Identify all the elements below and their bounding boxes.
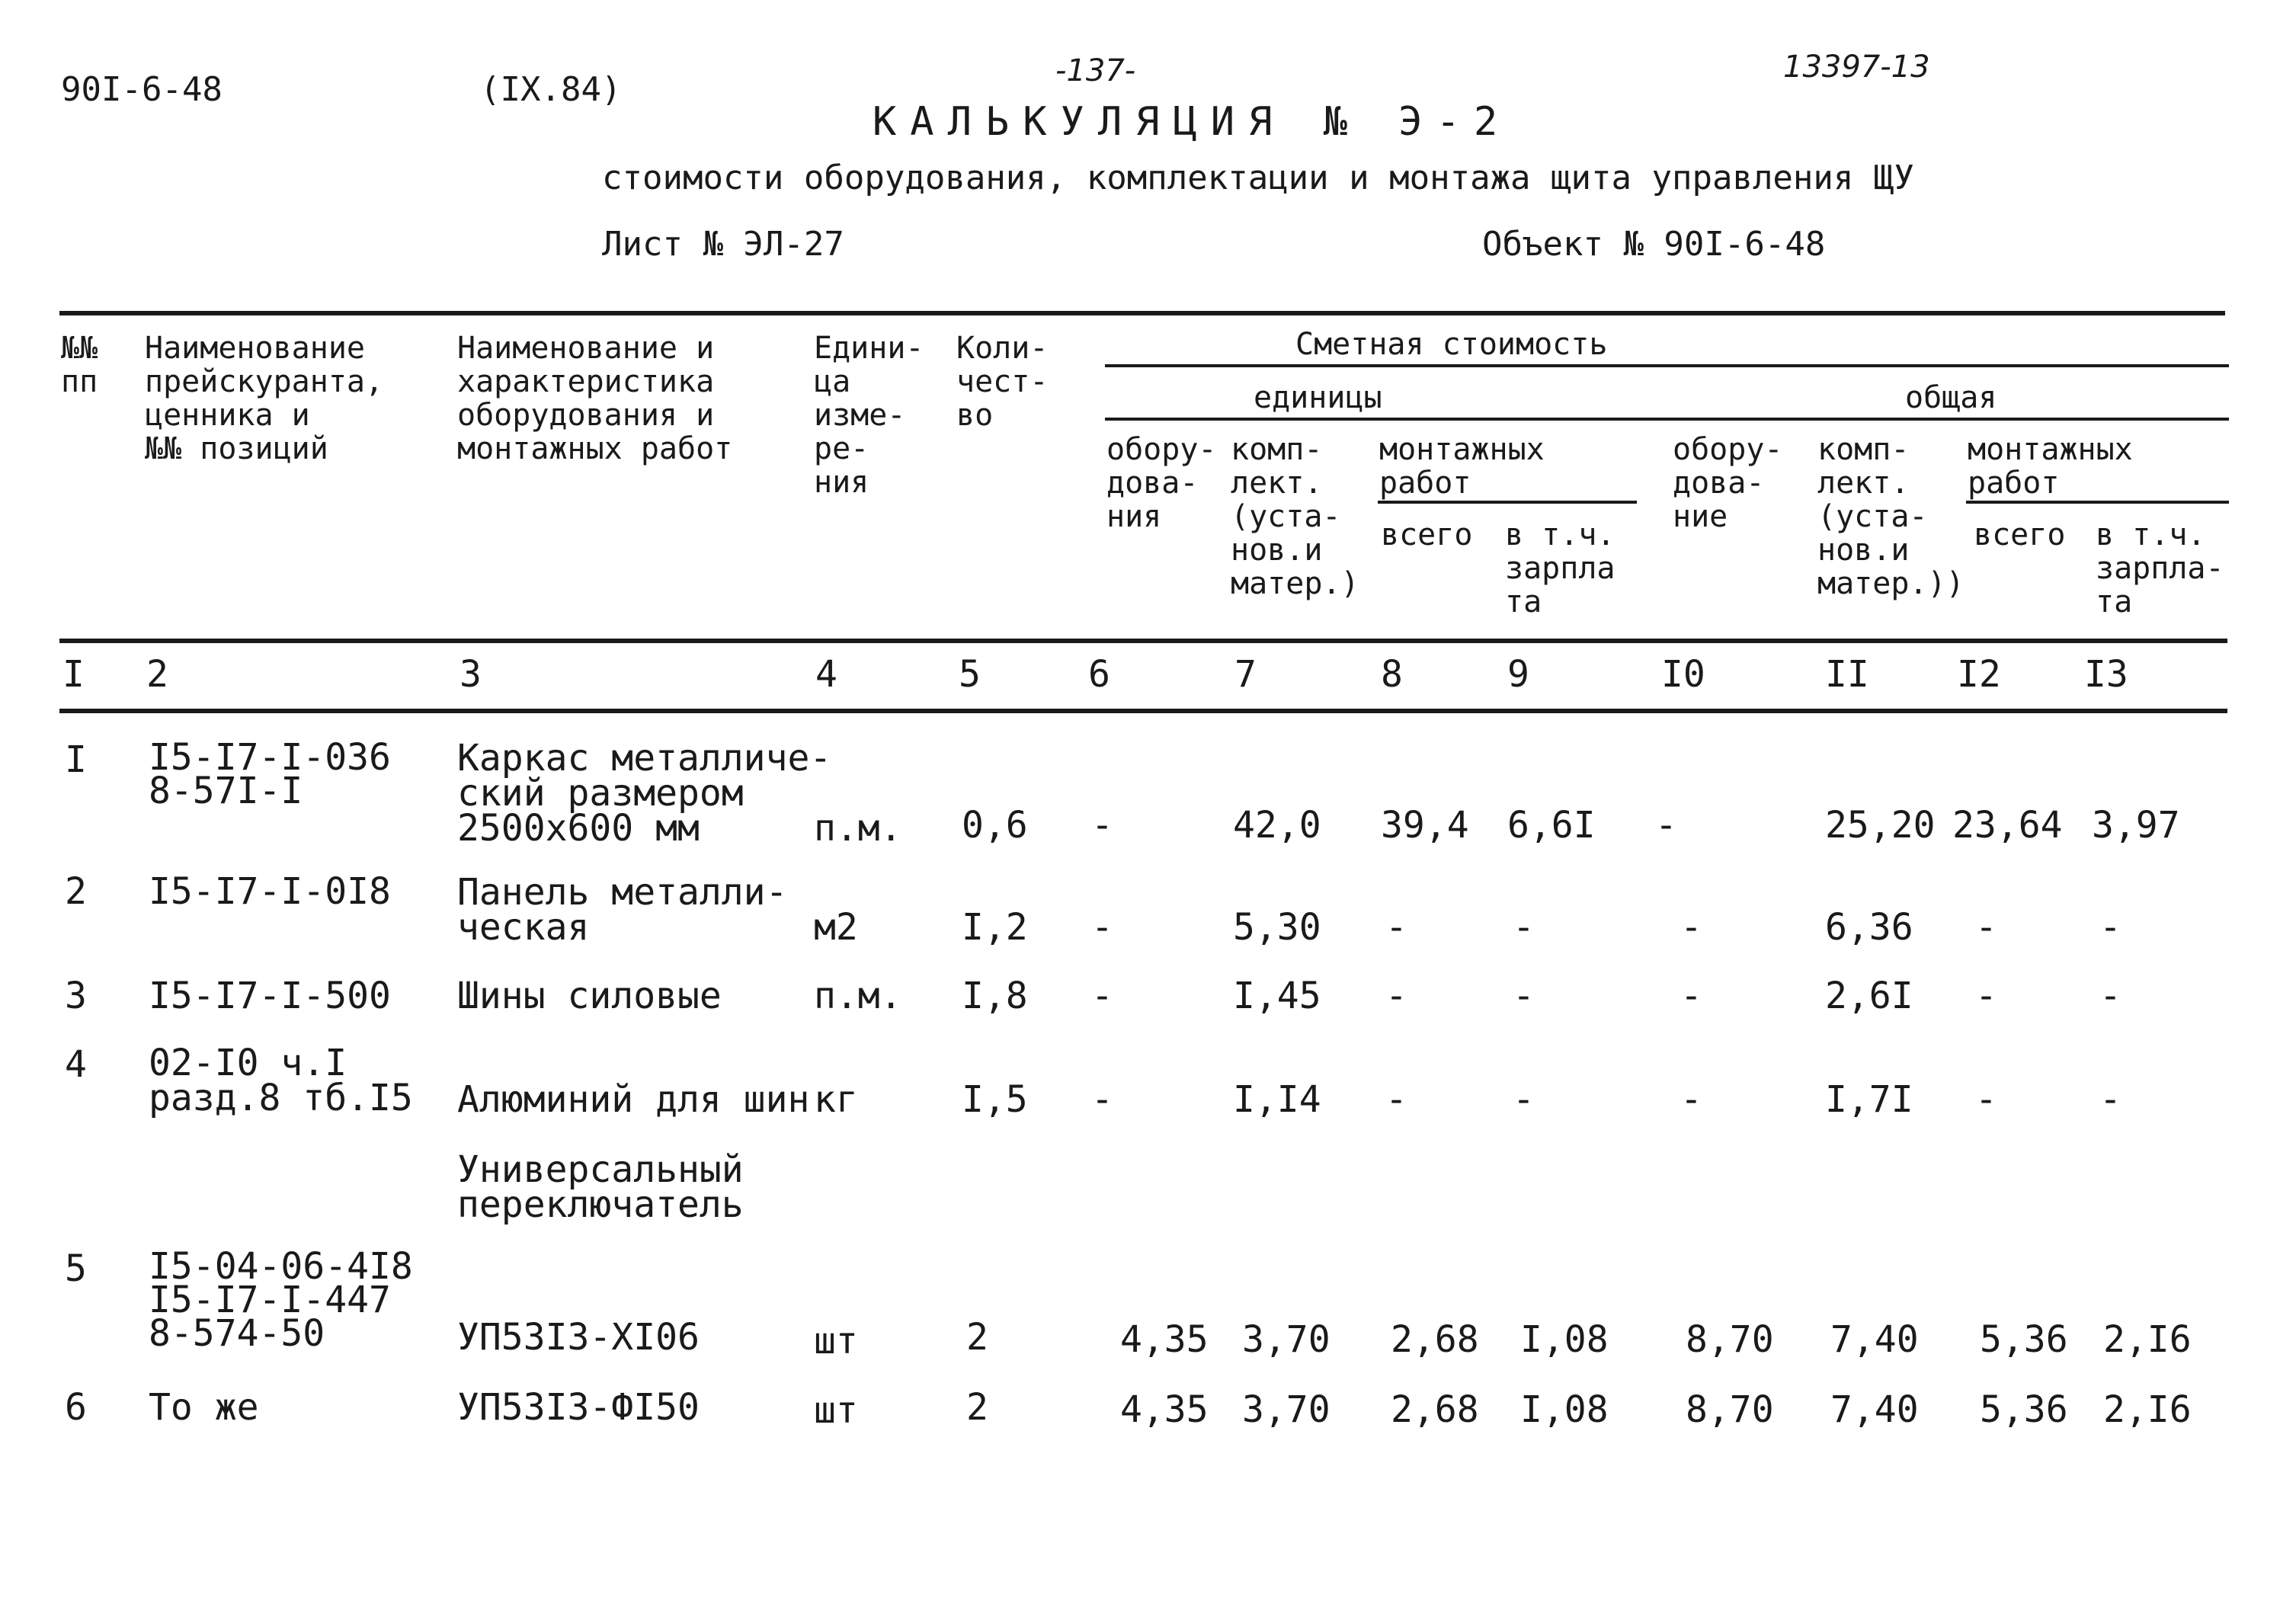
document-code: 90I-6-48 (61, 70, 223, 109)
unit-equipment-cost: - (1091, 906, 1113, 949)
header-bottom-rule (59, 639, 2227, 643)
header-unit-complete: комп- лект. (уста- нов.и матер.) (1231, 432, 1359, 601)
total-mount-wage: 3,97 (2092, 804, 2180, 847)
column-number: 5 (959, 653, 981, 696)
total-mount-total: - (1975, 906, 1997, 949)
unit-equipment-cost: 4,35 (1120, 1318, 1209, 1361)
total-complete-cost: 7,40 (1830, 1388, 1919, 1431)
header-unit-mount: монтажных работ (1379, 432, 1545, 501)
item-name: УП53I3-ХI06 (457, 1316, 700, 1359)
price-list-code: I5-I7-I-500 (149, 975, 391, 1017)
row-number: 6 (65, 1386, 87, 1429)
item-name: Каркас металличе- ский размером 2500х600 мм (457, 737, 832, 850)
unit-complete-cost: 3,70 (1242, 1388, 1331, 1431)
total-mount-rule (1966, 501, 2229, 504)
column-number: 7 (1234, 653, 1257, 696)
total-mount-total: 5,36 (1980, 1388, 2068, 1431)
unit-mount-total: 39,4 (1381, 804, 1469, 847)
total-equipment-cost: 8,70 (1686, 1388, 1774, 1431)
header-unit: Едини- ца изме- ре- ния (814, 331, 924, 500)
total-equipment-cost: - (1680, 975, 1702, 1017)
total-complete-cost: 7,40 (1830, 1318, 1919, 1361)
column-number: 9 (1507, 653, 1529, 696)
unit-complete-cost: 5,30 (1233, 906, 1321, 949)
total-mount-total: 5,36 (1980, 1318, 2068, 1361)
document-subtitle: стоимости оборудования, комплектации и монтажа щита управления ЩУ (602, 158, 1914, 197)
item-group-name: Универсальный переключатель (457, 1148, 744, 1226)
item-name: Шины силовые (457, 975, 722, 1017)
total-complete-cost: 2,6I (1825, 975, 1913, 1017)
column-number: 2 (146, 653, 168, 696)
unit-mount-wage: I,08 (1520, 1318, 1609, 1361)
column-number: I3 (2084, 653, 2128, 696)
header-total-equipment: обору- дова- ние (1673, 432, 1783, 534)
unit-mount-total: 2,68 (1391, 1318, 1479, 1361)
item-unit: м2 (814, 906, 858, 949)
unit-mount-wage: - (1513, 1078, 1535, 1121)
unit-mount-wage: 6,6I (1507, 804, 1596, 847)
item-unit: п.м. (814, 975, 902, 1017)
total-mount-total: - (1975, 975, 1997, 1017)
header-equipment-name: Наименование и характеристика оборудования и монтажных работ (457, 331, 733, 466)
unit-mount-total: - (1385, 975, 1407, 1017)
item-quantity: I,5 (962, 1078, 1028, 1121)
total-mount-total: - (1975, 1078, 1997, 1121)
unit-mount-total: - (1385, 906, 1407, 949)
item-unit: шт (814, 1320, 858, 1362)
unit-total-rule (1105, 418, 2229, 421)
column-number: I2 (1957, 653, 2001, 696)
item-name: Алюминий для шин (457, 1078, 810, 1121)
total-mount-wage: 2,I6 (2103, 1388, 2192, 1431)
header-total-group: общая (1905, 380, 1997, 415)
header-price-list: Наименование прейскуранта, ценника и №№ позиций (145, 331, 384, 466)
price-list-code: 02-I0 ч.I разд.8 тб.I5 (149, 1042, 413, 1119)
table-top-rule (59, 311, 2225, 315)
total-equipment-cost: - (1680, 906, 1702, 949)
unit-complete-cost: I,I4 (1233, 1078, 1321, 1121)
price-list-code: I5-04-06-4I8 I5-I7-I-447 8-574-50 (149, 1245, 413, 1355)
column-number: 3 (460, 653, 482, 696)
row-number: 4 (65, 1043, 87, 1086)
item-quantity: 2 (966, 1386, 988, 1429)
header-total-mount-total: всего (1974, 517, 2066, 552)
row-number: 2 (65, 870, 87, 913)
total-mount-wage: - (2099, 975, 2121, 1017)
total-mount-wage: 2,I6 (2103, 1318, 2192, 1361)
inventory-number: 13397-13 (1783, 50, 1930, 85)
unit-equipment-cost: - (1091, 804, 1113, 847)
date-code: (IX.84) (480, 70, 622, 109)
total-complete-cost: I,7I (1825, 1078, 1913, 1121)
price-list-code: I5-I7-I-036 8-57I-I (149, 736, 391, 812)
unit-equipment-cost: 4,35 (1120, 1388, 1209, 1431)
item-name: Панель металли- ческая (457, 871, 788, 949)
row-number: 3 (65, 975, 87, 1017)
row-number: 5 (65, 1247, 87, 1290)
object-number: Объект № 90I-6-48 (1482, 225, 1826, 264)
item-quantity: 2 (966, 1316, 988, 1359)
header-total-complete: комп- лект. (уста- нов.и матер.)) (1817, 432, 1965, 601)
item-unit: кг (814, 1078, 858, 1121)
column-number: 4 (815, 653, 837, 696)
header-quantity: Коли- чест- во (956, 331, 1049, 433)
price-list-code: То же (149, 1386, 259, 1429)
header-unit-mount-wage: в т.ч. зарпла та (1505, 517, 1616, 620)
page-number: -137- (1055, 53, 1136, 88)
total-equipment-cost: - (1680, 1078, 1702, 1121)
column-number: 8 (1381, 653, 1403, 696)
unit-mount-total: 2,68 (1391, 1388, 1479, 1431)
item-quantity: 0,6 (962, 804, 1028, 847)
unit-complete-cost: I,45 (1233, 975, 1321, 1017)
total-complete-cost: 6,36 (1825, 906, 1913, 949)
unit-equipment-cost: - (1091, 1078, 1113, 1121)
column-numbers-rule (59, 709, 2227, 713)
column-number: II (1825, 653, 1869, 696)
total-complete-cost: 25,20 (1825, 804, 1936, 847)
total-mount-total: 23,64 (1952, 804, 2063, 847)
header-estimate: Сметная стоимость (1295, 327, 1608, 362)
document-title: КАЛЬКУЛЯЦИЯ № Э-2 (873, 99, 1512, 145)
sheet-number: Лист № ЭЛ-27 (602, 225, 844, 264)
header-total-mount: монтажных работ (1968, 432, 2133, 501)
item-quantity: I,8 (962, 975, 1028, 1017)
header-unit-equipment: обору- дова- ния (1106, 432, 1217, 534)
column-number: I0 (1661, 653, 1705, 696)
unit-equipment-cost: - (1091, 975, 1113, 1017)
unit-mount-rule (1378, 501, 1637, 504)
unit-mount-wage: - (1513, 975, 1535, 1017)
unit-mount-wage: I,08 (1520, 1388, 1609, 1431)
total-equipment-cost: 8,70 (1686, 1318, 1774, 1361)
unit-mount-wage: - (1513, 906, 1535, 949)
item-name: УП53I3-ФI50 (457, 1386, 700, 1429)
row-number: I (65, 738, 87, 781)
unit-mount-total: - (1385, 1078, 1407, 1121)
total-mount-wage: - (2099, 906, 2121, 949)
price-list-code: I5-I7-I-0I8 (149, 870, 391, 913)
total-equipment-cost: - (1655, 804, 1677, 847)
item-unit: п.м. (814, 807, 902, 850)
unit-complete-cost: 42,0 (1233, 804, 1321, 847)
header-row-number: №№ пп (61, 331, 98, 399)
unit-complete-cost: 3,70 (1242, 1318, 1331, 1361)
item-quantity: I,2 (962, 906, 1028, 949)
column-number: I (62, 653, 85, 696)
total-mount-wage: - (2099, 1078, 2121, 1121)
header-unit-group: единицы (1254, 380, 1382, 415)
header-total-mount-wage: в т.ч. зарпла- та (2096, 517, 2224, 620)
column-number: 6 (1088, 653, 1110, 696)
header-unit-mount-total: всего (1381, 517, 1473, 552)
estimate-rule (1105, 364, 2229, 367)
item-unit: шт (814, 1389, 858, 1432)
